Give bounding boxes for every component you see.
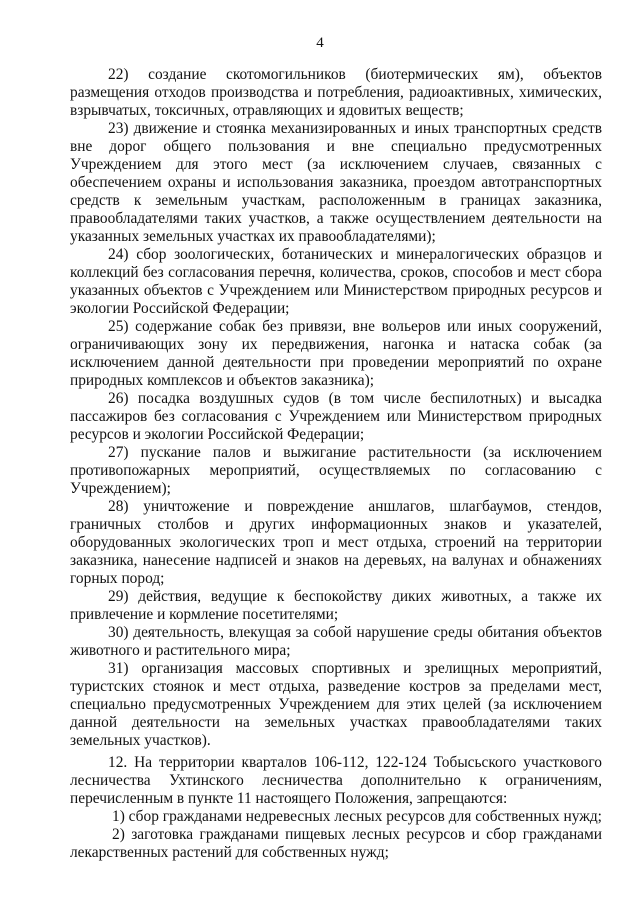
list-item-23: 23) движение и стоянка механизированных и иных транспортных средств вне дорог общего пользования и вне специально предусмотренных Учреждением для этого мест (за исключением случаев, связанных с обеспечением охраны и использования заказника, проездом автотранспортных средств к земельным участкам, расположенным в границах заказника, правообладателями таких участков, а также осуществлением деятельности на указанных земельных участках их правообладателями); [70,120,602,245]
list-item-26: 26) посадка воздушных судов (в том числе беспилотных) и высадка пассажиров без согласования с Учреждением или Министерством природных ресурсов и экологии Российской Федерации; [70,390,602,443]
list-item-31: 31) организация массовых спортивных и зрелищных мероприятий, туристских стоянок и мест отдыха, разведение костров за пределами мест, специально предусмотренных Учреждением для этих целей (за исключением данной деятельности на земельных участках правообладателями таких земельных участков). [70,660,602,749]
list-item-30: 30) деятельность, влекущая за собой нарушение среды обитания объектов животного и растительного мира; [70,624,602,659]
list-item-22: 22) создание скотомогильников (биотермических ям), объектов размещения отходов производства и потребления, радиоактивных, химических, взрывчатых, токсичных, отравляющих и ядовитых веществ; [70,66,602,119]
list-item-25: 25) содержание собак без привязи, вне вольеров или иных сооружений, ограничивающих зону их передвижения, нагонка и натаска собак (за исключением данной деятельности при проведении мероприятий по охране природных комплексов и объектов заказника); [70,318,602,389]
list-item-28: 28) уничтожение и повреждение аншлагов, шлагбаумов, стендов, граничных столбов и других информационных знаков и указателей, оборудованных экологических троп и мест отдыха, строений на территории заказника, нанесение надписей и знаков на деревьях, на валунах и обнажениях горных пород; [70,498,602,587]
document-body [70,66,602,862]
list-item-27: 27) пускание палов и выжигание растительности (за исключением противопожарных мероприятий, осуществляемых по согласованию с Учреждением); [70,444,602,497]
section-12-item-1: 1) сбор гражданами недревесных лесных ресурсов для собственных нужд; [112,808,602,825]
list-item-24: 24) сбор зоологических, ботанических и минералогических образцов и коллекций без согласования перечня, количества, сроков, способов и мест сбора указанных объектов с Учреждением или Министерством природных ресурсов и экологии Российской Федерации; [70,246,602,317]
section-12-item-2: 2) заготовка гражданами пищевых лесных ресурсов и сбор гражданами лекарственных растений для собственных нужд; [70,826,602,861]
page-number: 4 [316,35,324,51]
section-12-paragraph: 12. На территории кварталов 106-112, 122-124 Тобысьского участкового лесничества Ухтинского лесничества дополнительно к ограничениям, перечисленным в пункте 11 настоящего Положения, запрещаются: [70,754,602,807]
list-item-29: 29) действия, ведущие к беспокойству диких животных, а также их привлечение и кормление посетителями; [70,588,602,623]
